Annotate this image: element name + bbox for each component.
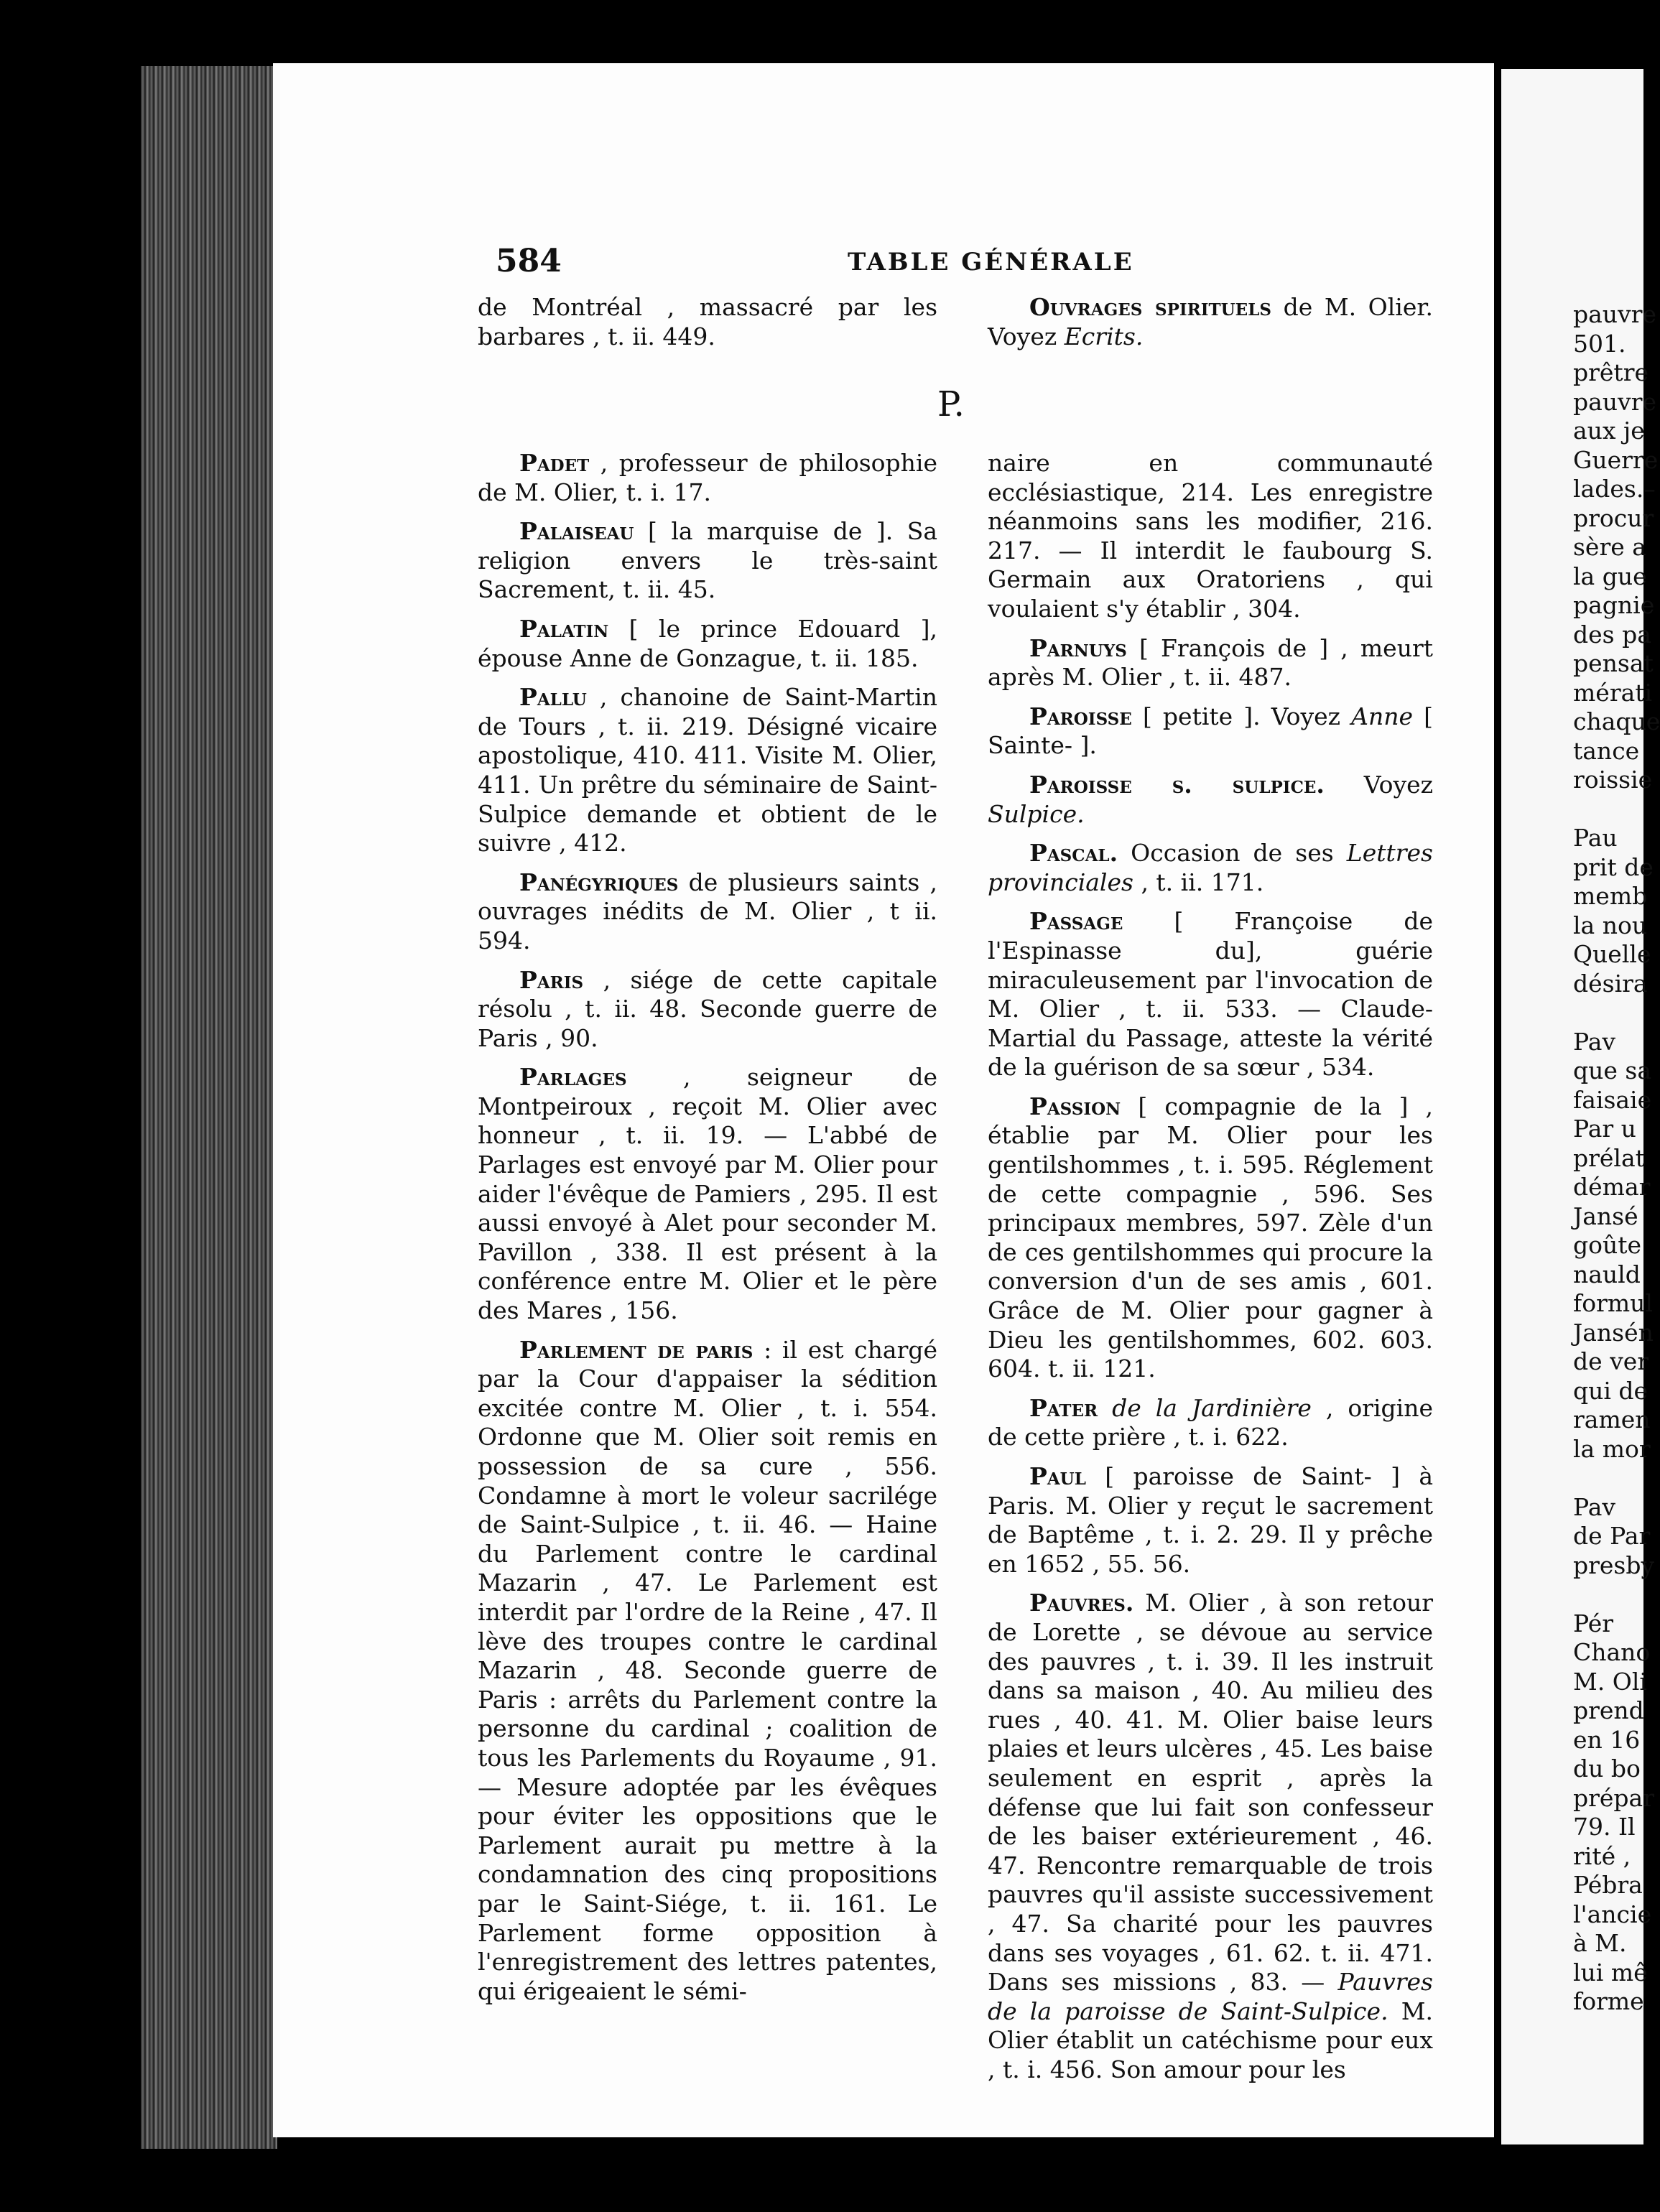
facing-page-line: prit de: [1573, 852, 1654, 881]
entry-tail: , t. ii. 171.: [1133, 868, 1264, 896]
index-entry: [478, 517, 937, 605]
entry-head: Paul: [1029, 1462, 1086, 1490]
facing-page-line: prépar: [1573, 1783, 1655, 1812]
facing-page-line: Jansé: [1573, 1202, 1638, 1230]
right-column-continuation: naire en communauté ecclésiastique, 214. Les enregistre néanmoins sans les modifier, 216. 217. — Il interdit le faubourg S. Germain aux Oratoriens , qui voulaient s'y établir , 304.: [988, 449, 1433, 623]
entry-text: Voyez: [1324, 770, 1433, 799]
facing-page-line: des pa: [1573, 620, 1651, 649]
facing-page-line: Quelle: [1573, 940, 1651, 968]
entry-head: Pater: [1029, 1393, 1098, 1422]
entry-text: Occasion de ses: [1118, 839, 1347, 868]
facing-page-line: lui mê: [1573, 1958, 1648, 1986]
entry-text: , chanoine de Saint-Martin de Tours , t. ii. 219. Désigné vicaire apostolique, 410. 411. Visite M. Olier, 411. Un prêtre du séminaire de Saint-Sulpice demande et obtient de le suivre , 412.: [478, 683, 937, 858]
right-column: [988, 449, 1433, 2094]
facing-page-line: roissie: [1573, 766, 1653, 794]
entry-head: Parnuys: [1029, 633, 1127, 662]
page-number: 584: [496, 243, 562, 279]
facing-page-line: 501.: [1573, 329, 1626, 358]
top-left-continuation: de Montréal , massacré par les barbares , t. ii. 449.: [478, 293, 937, 350]
facing-page-line: pauvre: [1573, 300, 1656, 328]
entry-italic: Pauvres de la paroisse de Saint-Sulpice.: [988, 1968, 1433, 2025]
top-right-entry: Ouvrages spirituels de M. Olier. Voyez Ecrits.: [988, 293, 1434, 350]
facing-page-line: formul: [1573, 1289, 1653, 1317]
entry-italic: Lettres provinciales: [988, 839, 1433, 896]
entry-head: Pascal.: [1029, 839, 1118, 868]
entry-tail: M. Olier établit un catéchisme pour eux , t. i. 456. Son amour pour les: [988, 1997, 1433, 2083]
entry-head: Parlement de paris: [519, 1335, 754, 1364]
entry-tail: [ Sainte- ].: [988, 702, 1433, 760]
facing-page-line: désira: [1573, 969, 1648, 998]
index-entry: [988, 1092, 1433, 1384]
entry-head: Palaiseau: [519, 517, 634, 546]
facing-page-line: la gue: [1573, 562, 1647, 590]
index-entry: [988, 907, 1433, 1082]
index-entry: [478, 683, 937, 858]
index-entry: [988, 771, 1433, 829]
index-entry: [478, 615, 937, 673]
entry-head: Palatin: [519, 614, 609, 643]
facing-page-line: du bo: [1573, 1755, 1641, 1783]
left-column: [478, 449, 937, 2016]
entry-head: Pallu: [519, 683, 587, 712]
facing-page-line: Par u: [1573, 1115, 1636, 1143]
facing-page-line: de Par: [1573, 1522, 1651, 1550]
entry-text: [ petite ]. Voyez: [1131, 702, 1352, 730]
facing-page-line: que sa: [1573, 1056, 1652, 1084]
entry-italic: Anne: [1351, 702, 1413, 730]
index-entry: [988, 702, 1433, 761]
entry-text: de plusieurs saints , ouvrages inédits de M. Olier , t ii. 594.: [478, 868, 937, 954]
facing-page-line: tance: [1573, 736, 1640, 765]
facing-page-line: Chano: [1573, 1638, 1651, 1666]
index-entry: [478, 1063, 937, 1325]
entry-head: Passion: [1029, 1092, 1121, 1120]
facing-page-line: Jansén: [1573, 1318, 1654, 1347]
facing-page-line: à M.: [1573, 1929, 1627, 1957]
entry-text: M. Olier , à son retour de Lorette , se dévoue au service des pauvres , t. i. 39. Il les instruit dans sa maison , 40. Au milieu des rues , 40. 41. M. Olier baise leurs plaies et leurs ulcères , 45. Les baise seulement en esprit , après la défense que lui fait son confesseur de les baiser extérieurement , 46. 47. Rencontre remarquable de trois pauvres qu'il assiste successivement , 47. Sa charité pour les pauvres dans ses voyages , 61. 62. t. ii. 471. Dans ses missions , 83. —: [988, 1589, 1433, 1997]
facing-page-line: faisaie: [1573, 1085, 1652, 1114]
facing-page-line: pagnie: [1573, 591, 1655, 619]
entry-italic: de la Jardinière: [1112, 1393, 1312, 1422]
facing-page-line: Pav: [1573, 1492, 1616, 1521]
facing-page-line: Pau: [1573, 824, 1618, 852]
facing-page-line: qui de: [1573, 1376, 1649, 1405]
entry-head: Panégyriques: [519, 868, 679, 896]
facing-page-line: prêtre: [1573, 358, 1649, 386]
entry-head: Passage: [1029, 907, 1123, 936]
entry-text: [1098, 1394, 1112, 1422]
facing-page-line: Guerre: [1573, 445, 1659, 474]
entry-italic: Sulpice.: [988, 799, 1085, 828]
entry-text: : il est chargé par la Cour d'appaiser la sédition excitée contre M. Olier , t. i. 554. Ordonne que M. Olier soit remis en possession de sa cure , 556. Condamne à mort le voleur sacrilége de Saint-Sulpice , t. ii. 46. — Haine du Parlement contre le cardinal Mazarin , 47. Le Parlement est interdit par l'ordre de la Reine , 47. Il lève des troupes contre le cardinal Mazarin , 48. Seconde guerre de Paris : arrêts du Parlement contre la personne du cardinal ; coalition de tous les Parlements du Royaume , 91. — Mesure adoptée par les évêques pour éviter les oppositions que le Parlement aurait pu mettre à la condamnation des cinq propositions par le Saint-Siége, t. ii. 161. Le Parlement forme opposition à l'enregistrement des lettres patentes, qui érigeaient le sémi-: [478, 1335, 937, 2005]
facing-page-line: prélat: [1573, 1143, 1645, 1172]
index-entry: [988, 1394, 1433, 1452]
entry-text: , professeur de philosophie de M. Olier, t. i. 17.: [478, 449, 937, 506]
facing-page-line: la mor: [1573, 1434, 1651, 1463]
index-entry: [988, 839, 1433, 897]
facing-page-line: pauvre: [1573, 387, 1656, 416]
facing-page-line: pensat: [1573, 649, 1654, 677]
index-entry: [478, 1336, 937, 2007]
facing-page-line: lades.–: [1573, 475, 1656, 503]
entry-text: [ François de ] , meurt après M. Olier , t. ii. 487.: [988, 633, 1433, 692]
entry-text: [ paroisse de Saint- ] à Paris. M. Olier y reçut le sacrement de Baptême , t. i. 2. 29. Il y prêche en 1652 , 55. 56.: [988, 1462, 1433, 1578]
facing-page-line: sère a: [1573, 533, 1646, 561]
entry-text: [ la marquise de ]. Sa religion envers le très-saint Sacrement, t. ii. 45.: [478, 517, 937, 604]
entry-head: Parlages: [519, 1063, 627, 1092]
facing-page-line: Pér: [1573, 1609, 1614, 1637]
entry-head: Paroisse: [1029, 702, 1132, 730]
facing-page-line: de ver: [1573, 1347, 1649, 1375]
entry-head: Pauvres.: [1029, 1589, 1134, 1617]
running-title: TABLE GÉNÉRALE: [848, 248, 1134, 276]
facing-page-line: goûte: [1573, 1231, 1642, 1259]
index-entry: [988, 634, 1433, 692]
facing-page-line: rité ,: [1573, 1841, 1631, 1870]
facing-page-line: memb: [1573, 882, 1648, 910]
index-entry: [478, 966, 937, 1054]
entry-text: , seigneur de Montpeiroux , reçoit M. Olier avec honneur , t. ii. 19. — L'abbé de Parlages est envoyé par M. Olier pour aider l'évêque de Pamiers , 295. Il est aussi envoyé à Alet pour seconder M. Pavillon , 338. Il est présent à la conférence entre M. Olier et le père des Mares , 156.: [478, 1063, 937, 1325]
facing-page-line: ramen: [1573, 1405, 1651, 1433]
facing-page-line: démar: [1573, 1173, 1651, 1201]
facing-page-line: nauld: [1573, 1260, 1641, 1288]
index-entry: [478, 868, 937, 956]
book-spine: [141, 66, 277, 2149]
entry-text: [ compagnie de la ] , établie par M. Olier pour les gentilshommes , t. i. 595. Réglement de cette compagnie , 596. Ses principaux membres, 597. Zèle d'un de ces gentilshommes qui procure la conversion d'un de ses amis , 601. Grâce de M. Olier pour gagner à Dieu les gentilshommes, 602. 603. 604. t. ii. 121.: [988, 1092, 1433, 1383]
facing-page-line: forme: [1573, 1987, 1644, 2015]
entry-head: Paris: [519, 965, 584, 994]
facing-page-line: procur: [1573, 503, 1654, 532]
facing-page-line: prend: [1573, 1696, 1644, 1724]
facing-page-line: M. Oli: [1573, 1667, 1647, 1696]
section-letter: P.: [937, 384, 965, 424]
facing-page-line: Pav: [1573, 1027, 1616, 1056]
index-entry: [988, 1462, 1433, 1579]
facing-page-line: en 16: [1573, 1725, 1641, 1754]
index-entry: [988, 1589, 1433, 2084]
entry-text: [ Françoise de l'Espinasse du], guérie miraculeusement par l'invocation de M. Olier , t. ii. 533. — Claude-Martial du Passage, atteste la vérité de la guérison de sa sœur , 534.: [988, 907, 1433, 1082]
facing-page-line: mérati: [1573, 678, 1653, 707]
entry-head: Padet: [519, 449, 590, 477]
facing-page-line: la nou: [1573, 911, 1648, 939]
facing-page-line: 79. Il: [1573, 1813, 1636, 1841]
index-entry: [478, 449, 937, 507]
facing-page-line: aux je: [1573, 417, 1645, 445]
entry-text: , siége de cette capitale résolu , t. ii. 48. Seconde guerre de Paris , 90.: [478, 965, 937, 1052]
entry-text: [ le prince Edouard ], épouse Anne de Gonzague, t. ii. 185.: [478, 614, 937, 672]
facing-page-line: presby: [1573, 1551, 1655, 1579]
facing-page-line: chaque: [1573, 707, 1660, 735]
facing-page-line: l'ancie: [1573, 1900, 1652, 1928]
entry-tail: , origine de cette prière , t. i. 622.: [988, 1393, 1433, 1451]
entry-head: Paroisse s. sulpice.: [1029, 770, 1325, 799]
facing-page-line: Pébra: [1573, 1871, 1643, 1899]
